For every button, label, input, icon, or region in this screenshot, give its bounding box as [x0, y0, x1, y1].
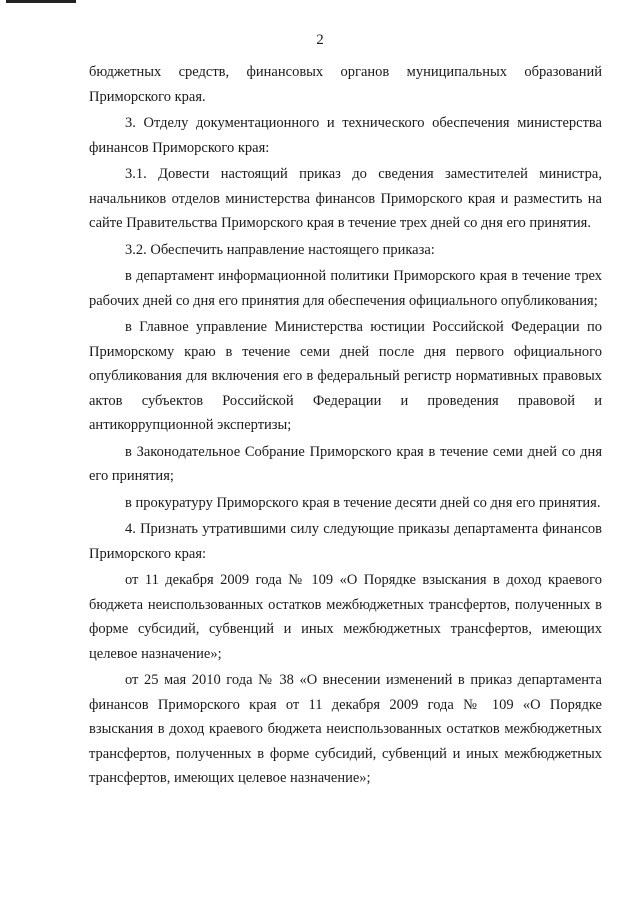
paragraph-continuation: бюджетных средств, финансовых органов муниципальных образований Приморского края. — [89, 64, 602, 105]
paragraph-recipient-assembly: в Законодательное Собрание Приморского края в течение семи дней со дня его принятия; — [89, 443, 602, 484]
paragraph-repealed-order-109: от 11 декабря 2009 года № 109 «О Порядке взыскания в доход краевого бюджета неиспользованных остатков межбюджетных трансфертов, полученных в форме субсидий, субвенций и иных межбюджетных трансфертов, имеющих целевое назначение»; — [89, 572, 602, 662]
paragraph-repealed-order-38: от 25 мая 2010 года № 38 «О внесении изменений в приказ департамента финансов Приморского края от 11 декабря 2009 года № 109 «О Порядке взыскания в доход краевого бюджета неиспользованных остатков межбюджетных трансфертов, полученных в форме субсидий, субвенций и иных межбюджетных трансфертов, имеющих целевое назначение»; — [89, 672, 602, 786]
paragraph-item-3: 3. Отделу документационного и технического обеспечения министерства финансов Приморского края: — [89, 115, 602, 156]
document-body — [89, 60, 602, 791]
paragraph-item-3-2: 3.2. Обеспечить направление настоящего приказа: — [125, 241, 435, 258]
paragraph-recipient-justice: в Главное управление Министерства юстиции Российской Федерации по Приморскому краю в течение семи дней после дня первого официального опубликования для включения его в федеральный регистр нормативных правовых актов субъектов Российской Федерации и проведения правовой и антикоррупционной экспертизы; — [89, 319, 602, 433]
paragraph-item-3-1: 3.1. Довести настоящий приказ до сведения заместителей министра, начальников отделов министерства финансов Приморского края и разместить на сайте Правительства Приморского края в течение трех дней со дня его принятия. — [89, 166, 602, 231]
paragraph-item-4: 4. Признать утратившими силу следующие приказы департамента финансов Приморского края: — [89, 521, 602, 562]
paragraph-recipient-prosecutor: в прокуратуру Приморского края в течение десяти дней со дня его принятия. — [125, 494, 601, 511]
scan-corner-mark — [6, 0, 76, 3]
page-number: 2 — [316, 32, 324, 48]
paragraph-recipient-info-policy: в департамент информационной политики Приморского края в течение трех рабочих дней со дня его принятия для обеспечения официального опубликования; — [89, 268, 602, 309]
